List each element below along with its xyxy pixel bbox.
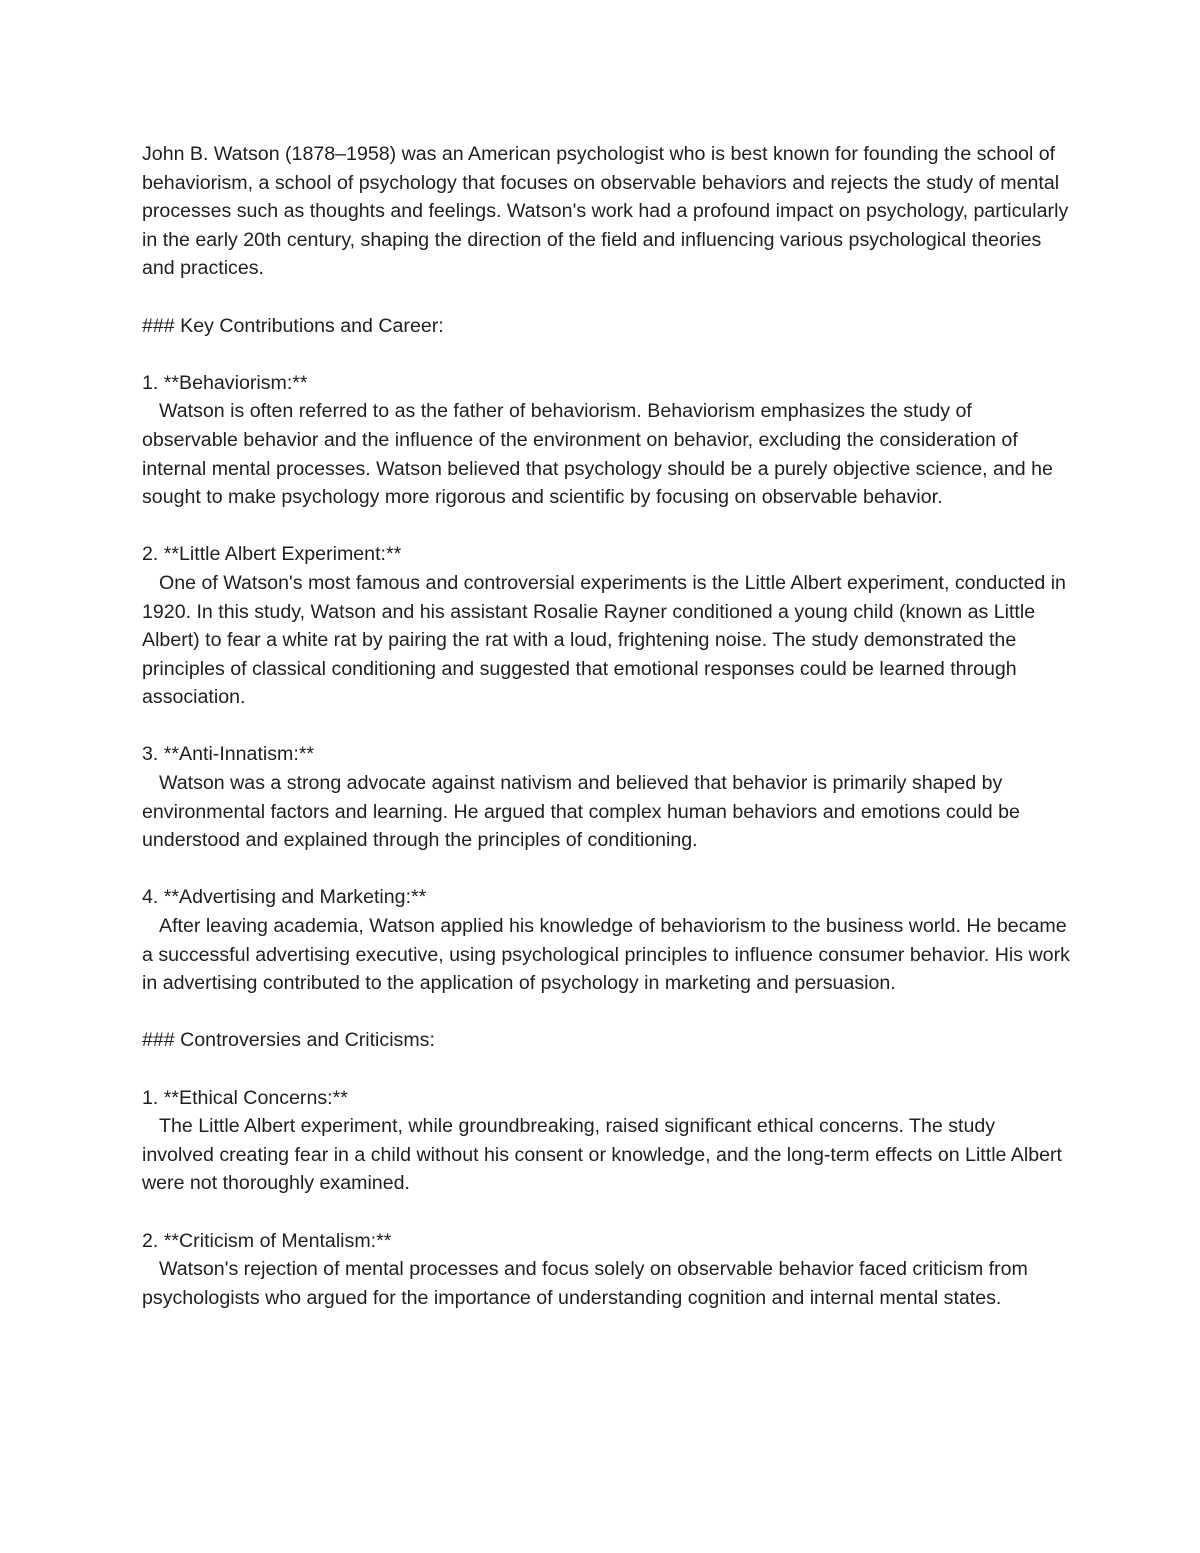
intro-paragraph: John B. Watson (1878–1958) was an American psychologist who is best known for founding the school of behaviorism, a school of psychology that focuses on observable behaviors and rejects the study of mental processes such as thoughts and feelings. Watson's work had a profound impact on psychology, particularly in the early 20th century, shaping the direction of the field and influencing various psychological theories and practices. — [142, 143, 1069, 280]
list-item — [142, 540, 1072, 712]
item-body: After leaving academia, Watson applied his knowledge of behaviorism to the business world. He became a successful advertising executive, using psychological principles to influence consumer behavior. His work in advertising contributed to the application of psychology in marketing and persuasion. — [142, 915, 1070, 995]
item-body: One of Watson's most famous and controversial experiments is the Little Albert experiment, conducted in 1920. In this study, Watson and his assistant Rosalie Rayner conditioned a young child (known as Little Albert) to fear a white rat by pairing the rat with a loud, frightening noise. The study demonstrated the principles of classical conditioning and suggested that emotional responses could be learned through association. — [142, 571, 1066, 709]
spacer — [142, 512, 1072, 541]
item-title: 2. **Little Albert Experiment:** — [142, 543, 402, 566]
item-body: The Little Albert experiment, while groundbreaking, raised significant ethical concerns. The study involved creating fear in a child without his consent or knowledge, and the long-term effects on Little Albert were not thoroughly examined. — [142, 1115, 1062, 1195]
list-item — [142, 369, 1072, 512]
spacer — [142, 283, 1072, 312]
spacer — [142, 340, 1072, 369]
section-controversies — [142, 1026, 1072, 1312]
item-title: 1. **Behaviorism:** — [142, 371, 308, 394]
spacer — [142, 855, 1072, 884]
section-heading: ### Controversies and Criticisms: — [142, 1029, 435, 1052]
item-title: 2. **Criticism of Mentalism:** — [142, 1229, 392, 1252]
list-item — [142, 1227, 1072, 1313]
document-page — [142, 140, 1072, 1312]
item-title: 4. **Advertising and Marketing:** — [142, 886, 427, 909]
list-item — [142, 883, 1072, 997]
spacer — [142, 998, 1072, 1027]
list-item — [142, 1084, 1072, 1198]
section-key-contributions — [142, 312, 1072, 1027]
section-heading: ### Key Contributions and Career: — [142, 314, 444, 337]
item-body: Watson was a strong advocate against nativism and believed that behavior is primarily shaped by environmental factors and learning. He argued that complex human behaviors and emotions could be understood and explained through the principles of conditioning. — [142, 772, 1020, 852]
item-title: 3. **Anti-Innatism:** — [142, 743, 315, 766]
item-body: Watson is often referred to as the father of behaviorism. Behaviorism emphasizes the study of observable behavior and the influence of the environment on behavior, excluding the consideration of internal mental processes. Watson believed that psychology should be a purely objective science, and he sought to make psychology more rigorous and scientific by focusing on observable behavior. — [142, 400, 1053, 509]
item-title: 1. **Ethical Concerns:** — [142, 1086, 348, 1109]
list-item — [142, 740, 1072, 854]
spacer — [142, 1055, 1072, 1084]
spacer — [142, 1198, 1072, 1227]
spacer — [142, 712, 1072, 741]
item-body: Watson's rejection of mental processes and focus solely on observable behavior faced criticism from psychologists who argued for the importance of understanding cognition and internal mental states. — [142, 1258, 1028, 1309]
